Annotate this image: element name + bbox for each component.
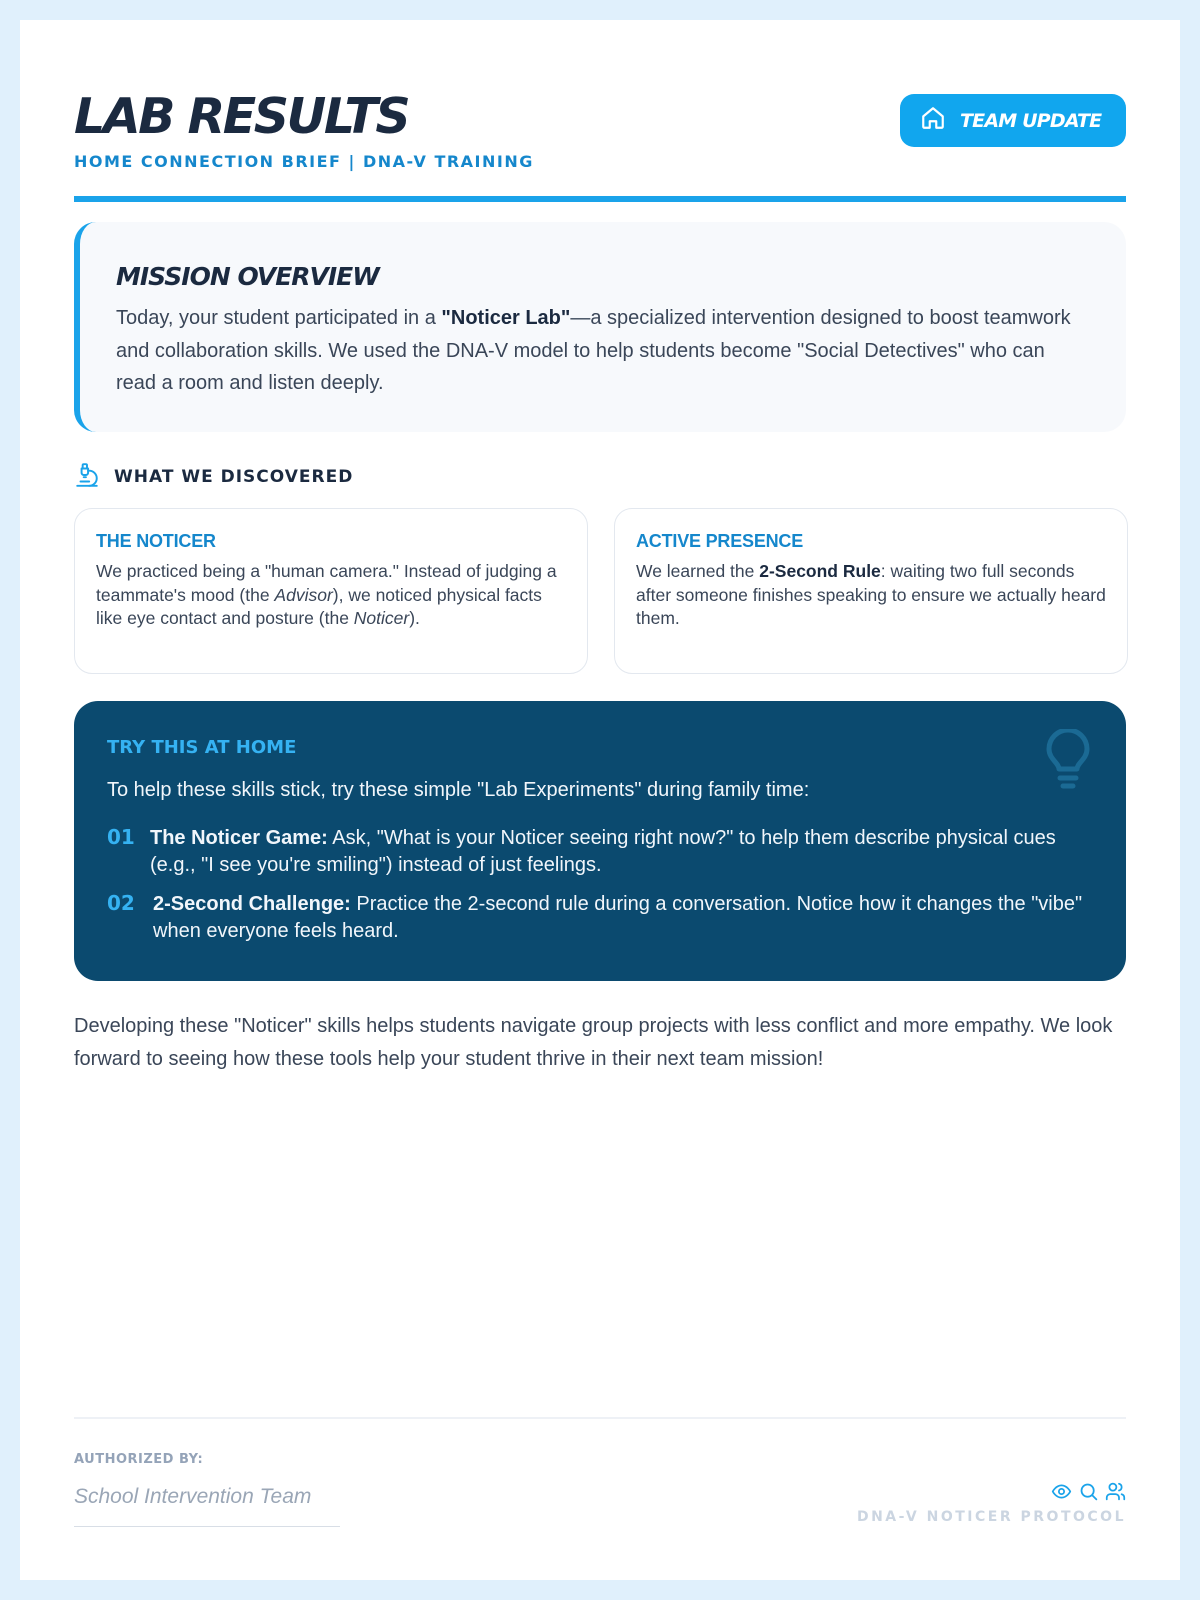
card-text-part: We learned the: [636, 561, 760, 581]
card-text-bold: 2-Second Rule: [759, 561, 881, 581]
discovered-heading: [74, 462, 353, 492]
home-intro: To help these skills stick, try these simple "Lab Experiments" during family time:: [107, 779, 810, 801]
mission-overview: [74, 222, 1126, 432]
card-text-part: : waiting two full seconds after someone finishes speaking to ensure we actually heard them.: [636, 561, 1106, 628]
footer: [74, 1417, 1126, 1557]
item-number: 01: [107, 825, 135, 849]
item-bold: 2-Second Challenge:: [153, 893, 351, 915]
card-noticer: [74, 508, 588, 674]
mission-text-part: Today, your student participated in a: [116, 307, 442, 329]
home-title: TRY THIS AT HOME: [107, 737, 297, 758]
item-bold: The Noticer Game:: [150, 827, 328, 849]
protocol-label: DNA-V NOTICER PROTOCOL: [856, 1509, 1126, 1525]
item-body: Practice the 2-second rule during a conversation. Notice how it changes the "vibe" when everyone feels heard.: [153, 893, 1083, 942]
content: [74, 20, 1126, 1580]
mission-title: MISSION OVERVIEW: [116, 262, 379, 291]
card-text: [96, 560, 567, 631]
item-text: [153, 891, 1097, 945]
card-text-part: ), we noticed physical facts like eye contact and posture (the: [96, 584, 542, 628]
card-title: ACTIVE PRESENCE: [636, 531, 804, 551]
card-text-italic: Advisor: [274, 584, 333, 605]
card-text-italic: Noticer: [353, 608, 410, 628]
card-title: THE NOTICER: [96, 531, 216, 551]
mission-text: [116, 302, 1076, 400]
search-icon: [1078, 1481, 1099, 1507]
page-title: LAB RESULTS: [74, 88, 409, 145]
list-item: [107, 825, 1097, 879]
mission-text-part: —a specialized intervention designed to boost teamwork and collaboration skills. We used the DNA-V model to help students become "Social Detectives" who can read a room and listen deeply.: [116, 307, 1071, 394]
list-item: [107, 891, 1097, 945]
authorized-label: AUTHORIZED BY:: [74, 1452, 204, 1467]
try-at-home-panel: [74, 701, 1126, 981]
header: [74, 70, 1126, 202]
page-subtitle: HOME CONNECTION BRIEF | DNA-V TRAINING: [74, 152, 534, 171]
lightbulb-icon: [1046, 729, 1090, 796]
mission-text-bold: "Noticer Lab": [441, 307, 571, 329]
eye-icon: [1051, 1481, 1072, 1507]
card-text-part: We practiced being a "human camera." Instead of judging a teammate's mood (the: [96, 561, 557, 605]
users-icon: [1105, 1481, 1126, 1507]
home-icon: [920, 105, 946, 136]
protocol-icons: [1051, 1481, 1126, 1507]
page: [20, 20, 1180, 1580]
card-active-presence: [614, 508, 1128, 674]
item-body: Ask, "What is your Noticer seeing right now?" to help them describe physical cues (e.g., "I see you're smiling") instead of just feelings.: [150, 827, 1056, 876]
authorized-name: School Intervention Team: [74, 1485, 340, 1527]
microscope-icon: [74, 462, 100, 493]
discovered-title: WHAT WE DISCOVERED: [114, 467, 354, 487]
closing-paragraph: Developing these "Noticer" skills helps students navigate group projects with less conflict and more empathy. We look forward to seeing how these tools help your student thrive in their next team mission!: [74, 1015, 1113, 1070]
item-text: [150, 825, 1097, 879]
item-number: 02: [107, 891, 135, 915]
card-text-part: ).: [409, 608, 420, 628]
team-update-label: TEAM UPDATE: [960, 109, 1102, 132]
card-text: [636, 560, 1107, 631]
team-update-button[interactable]: [900, 94, 1126, 147]
